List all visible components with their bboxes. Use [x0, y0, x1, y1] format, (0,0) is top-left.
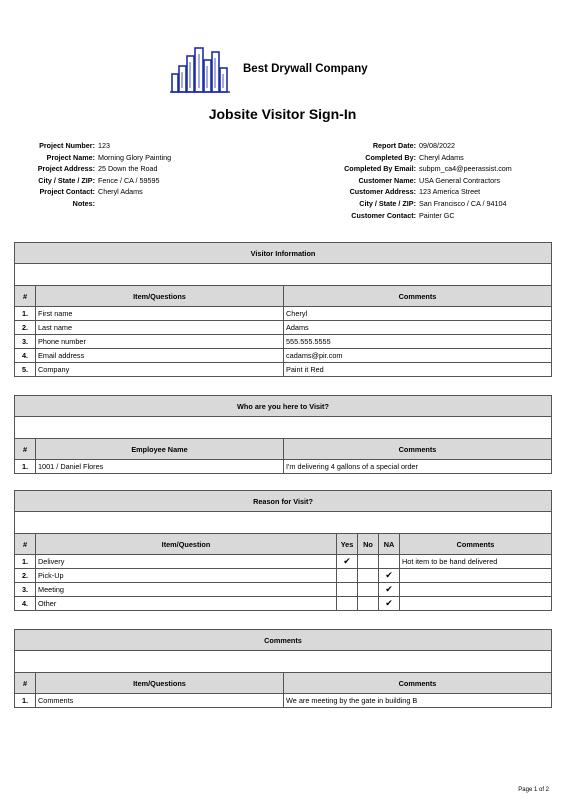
company-name: Best Drywall Company: [243, 63, 368, 75]
info-label: Project Name:: [46, 152, 95, 162]
table-row: [15, 349, 552, 363]
na-checkmark-icon: ✔: [379, 597, 400, 611]
info-label: Customer Address:: [349, 187, 416, 197]
table-row: [15, 569, 552, 583]
info-value: San Francisco / CA / 94104: [419, 198, 507, 208]
company-logo: [170, 44, 390, 96]
info-label: City / State / ZIP:: [38, 175, 95, 185]
reason-section: [14, 490, 551, 611]
info-row: [315, 175, 512, 187]
info-value: Morning Glory Painting: [98, 152, 172, 162]
no-checkmark-icon: [358, 555, 379, 569]
row-item: Other: [36, 597, 337, 611]
row-item: Delivery: [36, 555, 337, 569]
row-comment: Cheryl: [284, 307, 552, 321]
blank-row: [15, 512, 552, 534]
yes-checkmark-icon: ✔: [337, 555, 358, 569]
no-checkmark-icon: [358, 597, 379, 611]
blank-row: [15, 417, 552, 439]
project-info: [20, 140, 171, 210]
info-value: Cheryl Adams: [98, 187, 143, 197]
table-row: [15, 583, 552, 597]
info-row: [315, 140, 512, 152]
row-number: 3.: [15, 583, 36, 597]
column-header-comments: Comments: [284, 673, 552, 694]
na-checkmark-icon: ✔: [379, 583, 400, 597]
column-header-item: Item/Question: [36, 534, 337, 555]
info-label: Notes:: [72, 198, 95, 208]
table-row: [15, 335, 552, 349]
section-title: Visitor Information: [15, 243, 552, 264]
info-row: [20, 140, 171, 152]
row-item: Meeting: [36, 583, 337, 597]
row-comment: Paint it Red: [284, 363, 552, 377]
row-number: 3.: [15, 335, 36, 349]
row-item: First name: [36, 307, 284, 321]
info-value: USA General Contractors: [419, 175, 501, 185]
table-row: [15, 597, 552, 611]
row-number: 1.: [15, 555, 36, 569]
info-row: [315, 198, 512, 210]
yes-checkmark-icon: [337, 583, 358, 597]
city-skyline-icon: [170, 44, 232, 94]
column-header-no: No: [358, 534, 379, 555]
visitor-information-section: [14, 242, 551, 377]
table-row: [15, 363, 552, 377]
table-row: [15, 694, 552, 708]
row-number: 4.: [15, 349, 36, 363]
row-item: Phone number: [36, 335, 284, 349]
row-number: 1.: [15, 307, 36, 321]
column-header-item: Item/Questions: [36, 286, 284, 307]
info-value: subpm_ca4@peerassist.com: [419, 164, 512, 174]
info-row: [20, 152, 171, 164]
info-value: Painter GC: [419, 210, 455, 220]
info-value: 123 America Street: [419, 187, 481, 197]
info-value: Fence / CA / 59595: [98, 175, 160, 185]
column-header-number: #: [15, 673, 36, 694]
column-header-comments: Comments: [284, 286, 552, 307]
column-header-number: #: [15, 286, 36, 307]
section-title: Comments: [15, 630, 552, 651]
column-header-item: Item/Questions: [36, 673, 284, 694]
column-header-number: #: [15, 534, 36, 555]
column-header-na: NA: [379, 534, 400, 555]
column-header-comments: Comments: [284, 439, 552, 460]
info-row: [20, 175, 171, 187]
blank-row: [15, 651, 552, 673]
info-row: [315, 186, 512, 198]
row-comment: We are meeting by the gate in building B: [284, 694, 552, 708]
info-label: Completed By:: [365, 152, 416, 162]
row-comment: Hot item to be hand delivered: [400, 555, 552, 569]
column-header-comments: Comments: [400, 534, 552, 555]
info-value: 09/08/2022: [419, 141, 455, 150]
row-number: 2.: [15, 569, 36, 583]
no-checkmark-icon: [358, 583, 379, 597]
row-comment: Adams: [284, 321, 552, 335]
table-row: [15, 307, 552, 321]
row-number: 1.: [15, 694, 36, 708]
column-header-employee: Employee Name: [36, 439, 284, 460]
info-label: Customer Contact:: [351, 210, 416, 220]
row-item: 1001 / Daniel Flores: [36, 460, 284, 474]
row-item: Company: [36, 363, 284, 377]
info-label: Project Number:: [39, 141, 95, 150]
who-visit-section: [14, 395, 551, 474]
info-value: 25 Down the Road: [98, 164, 158, 174]
row-item: Last name: [36, 321, 284, 335]
blank-row: [15, 264, 552, 286]
row-item: Email address: [36, 349, 284, 363]
table-row: [15, 555, 552, 569]
info-label: Report Date:: [372, 141, 416, 150]
info-label: Customer Name:: [358, 175, 416, 185]
row-number: 1.: [15, 460, 36, 474]
info-row: [315, 152, 512, 164]
comments-section: [14, 629, 551, 708]
row-number: 4.: [15, 597, 36, 611]
na-checkmark-icon: ✔: [379, 569, 400, 583]
info-label: Project Contact:: [39, 187, 95, 197]
yes-checkmark-icon: [337, 569, 358, 583]
info-label: Project Address:: [37, 164, 95, 174]
column-header-yes: Yes: [337, 534, 358, 555]
row-comment: 555.555.5555: [284, 335, 552, 349]
row-item: Comments: [36, 694, 284, 708]
table-row: [15, 321, 552, 335]
yes-checkmark-icon: [337, 597, 358, 611]
no-checkmark-icon: [358, 569, 379, 583]
na-checkmark-icon: [379, 555, 400, 569]
info-row: [20, 198, 171, 210]
row-item: Pick-Up: [36, 569, 337, 583]
table-row: [15, 460, 552, 474]
info-row: [20, 186, 171, 198]
row-number: 2.: [15, 321, 36, 335]
info-value: 123: [98, 141, 110, 150]
section-title: Reason for Visit?: [15, 491, 552, 512]
row-comment: [400, 597, 552, 611]
info-label: Completed By Email:: [344, 164, 416, 174]
info-row: [315, 163, 512, 175]
page-number: Page 1 of 2: [518, 787, 549, 793]
report-info: [315, 140, 512, 221]
row-comment: I'm delivering 4 gallons of a special order: [284, 460, 552, 474]
info-value: Cheryl Adams: [419, 152, 464, 162]
info-row: [20, 163, 171, 175]
page-title: Jobsite Visitor Sign-In: [208, 106, 357, 122]
row-comment: [400, 569, 552, 583]
row-comment: cadams@pir.com: [284, 349, 552, 363]
info-row: [315, 210, 512, 222]
section-title: Who are you here to Visit?: [15, 396, 552, 417]
row-comment: [400, 583, 552, 597]
row-number: 5.: [15, 363, 36, 377]
info-label: City / State / ZIP:: [359, 198, 416, 208]
column-header-number: #: [15, 439, 36, 460]
